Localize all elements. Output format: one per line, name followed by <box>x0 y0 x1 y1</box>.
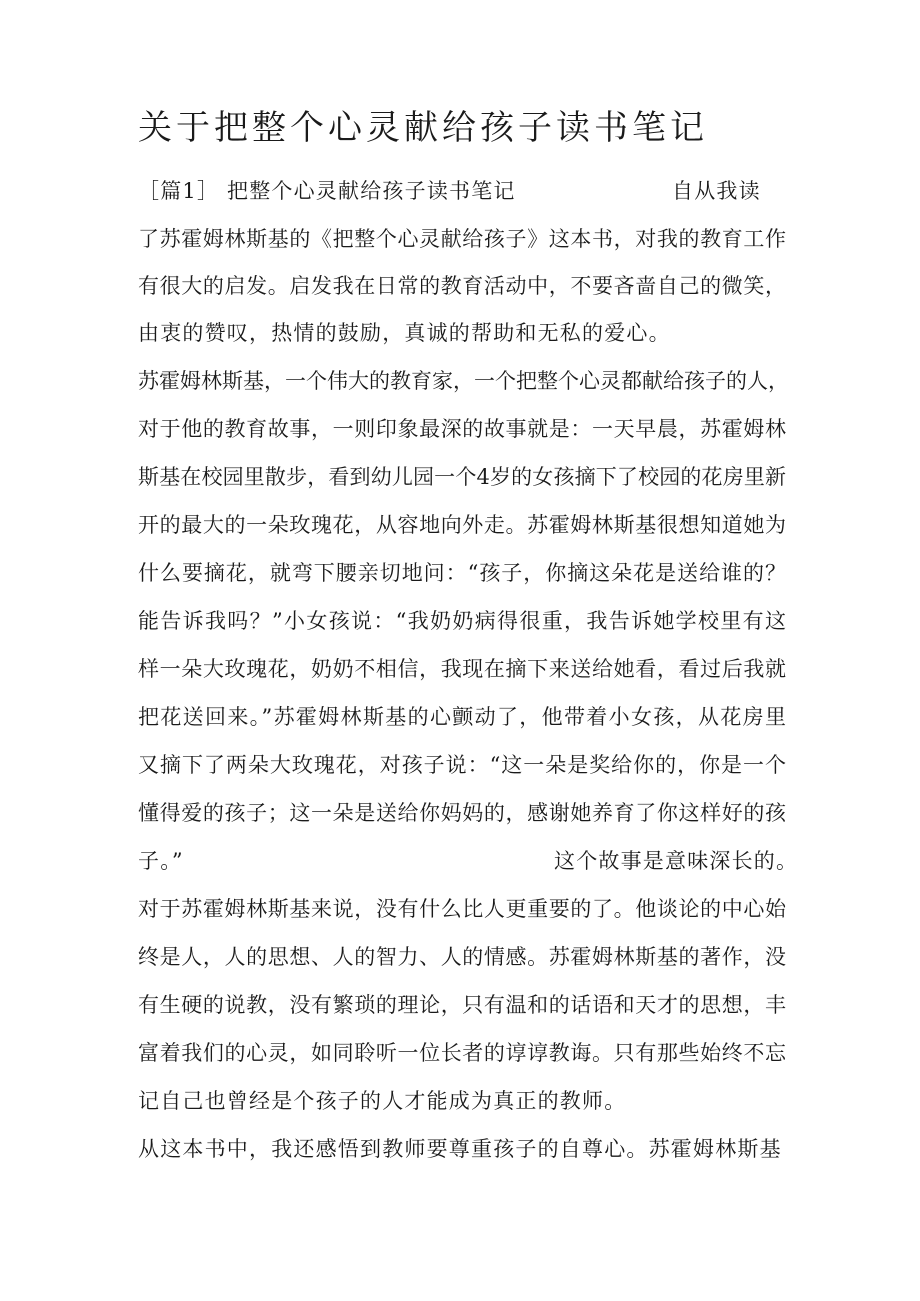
document-title: 关于把整个心灵献给孩子读书笔记 <box>138 108 708 148</box>
text-line: 对于他的教育故事，一则印象最深的故事就是：一天早晨，苏霍姆林 <box>138 417 786 441</box>
text-line: 斯基在校园里散步，看到幼儿园一个4岁的女孩摘下了校园的花房里新 <box>138 465 786 489</box>
text-line: 记自己也曾经是个孩子的人才能成为真正的教师。 <box>138 1089 627 1113</box>
text-line: 什么要摘花，就弯下腰亲切地问：“孩子，你摘这朵花是送给谁的？ <box>138 561 786 585</box>
text-line: 能告诉我吗？”小女孩说：“我奶奶病得很重，我告诉她学校里有这 <box>138 609 786 633</box>
text-line: 富着我们的心灵，如同聆听一位长者的谆谆教诲。只有那些始终不忘 <box>138 1041 786 1065</box>
text-line: 有很大的启发。启发我在日常的教育活动中，不要吝啬自己的微笑， <box>138 274 786 298</box>
text-line: 懂得爱的孩子；这一朵是送给你妈妈的，感谢她养育了你这样好的孩 <box>138 801 786 825</box>
text-line: ［篇1］ 把整个心灵献给孩子读书笔记 <box>138 179 516 203</box>
text-line: 对于苏霍姆林斯基来说，没有什么比人更重要的了。他谈论的中心始 <box>138 897 786 921</box>
text-line: 终是人，人的思想、人的智力、人的情感。苏霍姆林斯基的著作，没 <box>138 945 786 969</box>
text-line: 子。” <box>138 849 184 873</box>
text-line: 由衷的赞叹，热情的鼓励，真诚的帮助和无私的爱心。 <box>138 321 671 345</box>
text-line: 开的最大的一朵玫瑰花，从容地向外走。苏霍姆林斯基很想知道她为 <box>138 513 786 537</box>
text-line: 从这本书中，我还感悟到教师要尊重孩子的自尊心。苏霍姆林斯基 <box>138 1137 782 1161</box>
text-line: 又摘下了两朵大玫瑰花，对孩子说：“这一朵是奖给你的，你是一个 <box>138 753 786 777</box>
text-line: 自从我读 <box>672 179 761 203</box>
text-line: 了苏霍姆林斯基的《把整个心灵献给孩子》这本书，对我的教育工作 <box>138 227 786 251</box>
text-line: 有生硬的说教，没有繁琐的理论，只有温和的话语和天才的思想，丰 <box>138 993 786 1017</box>
text-line: 苏霍姆林斯基，一个伟大的教育家，一个把整个心灵都献给孩子的人， <box>138 369 789 393</box>
text-line: 这个故事是意味深长的。 <box>554 849 799 873</box>
text-line: 把花送回来。”苏霍姆林斯基的心颤动了，他带着小女孩，从花房里 <box>138 705 786 729</box>
text-line: 样一朵大玫瑰花，奶奶不相信，我现在摘下来送给她看，看过后我就 <box>138 657 786 681</box>
